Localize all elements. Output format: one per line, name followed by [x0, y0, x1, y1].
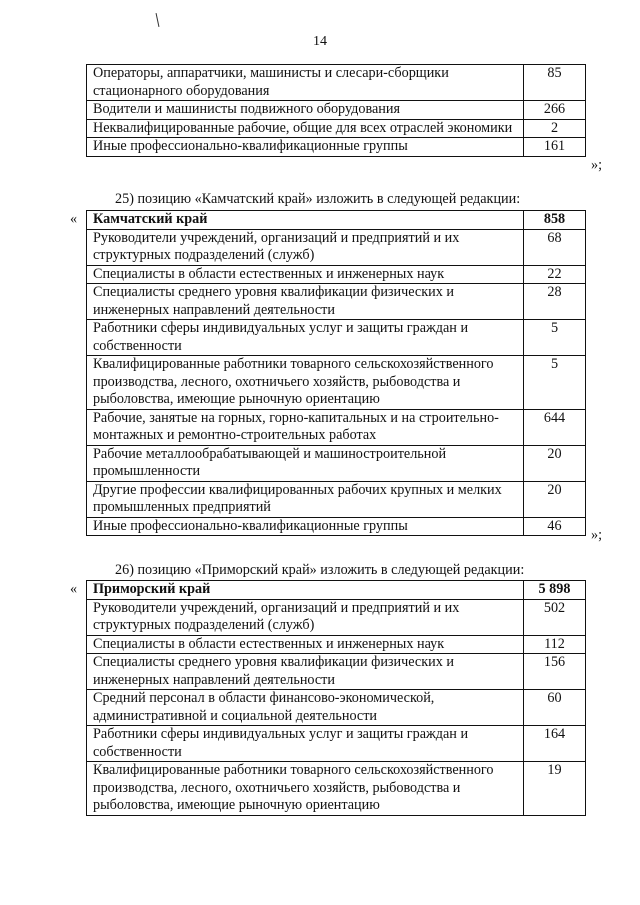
opening-quote: «: [70, 211, 78, 227]
row-name: Работники сферы индивидуальных услуг и защиты граждан и собственности: [87, 726, 524, 762]
page-number: 14: [313, 34, 327, 49]
section-25-instruction: 25) позицию «Камчатский край» изложить в следующей редакции:: [115, 191, 521, 207]
table-row: [87, 101, 586, 120]
row-name: Иные профессионально-квалификационные группы: [87, 138, 524, 157]
row-value: 22: [524, 265, 586, 284]
row-value: 68: [524, 229, 586, 265]
row-name: Иные профессионально-квалификационные группы: [87, 517, 524, 536]
row-name: Неквалифицированные рабочие, общие для всех отраслей экономики: [87, 119, 524, 138]
table-row: [87, 138, 586, 157]
row-name: Другие профессии квалифицированных рабочих крупных и мелких промышленных предприятий: [87, 481, 524, 517]
region-name: Приморский край: [87, 581, 524, 600]
row-value: 46: [524, 517, 586, 536]
table-row: [87, 654, 586, 690]
table-row: [87, 65, 586, 101]
table-row: [87, 762, 586, 816]
row-name: Рабочие, занятые на горных, горно-капитальных и на строительно-монтажных и ремонтно-строительных работах: [87, 409, 524, 445]
row-value: 20: [524, 481, 586, 517]
table-row: [87, 481, 586, 517]
row-value: 502: [524, 599, 586, 635]
table-row: [87, 690, 586, 726]
table-row: [87, 599, 586, 635]
row-name: Руководители учреждений, организаций и предприятий и их структурных подразделений (служб): [87, 229, 524, 265]
row-value: 644: [524, 409, 586, 445]
table-row: [87, 265, 586, 284]
table-row: [87, 635, 586, 654]
closing-quote: »;: [591, 527, 603, 543]
row-value: 19: [524, 762, 586, 816]
row-name: Водители и машинисты подвижного оборудования: [87, 101, 524, 120]
table-row: [87, 445, 586, 481]
row-name: Специалисты в области естественных и инженерных наук: [87, 635, 524, 654]
row-value: 112: [524, 635, 586, 654]
row-value: 5: [524, 320, 586, 356]
opening-quote: «: [70, 581, 78, 597]
row-name: Средний персонал в области финансово-экономической, административной и социальной деятельности: [87, 690, 524, 726]
table-header-row: [87, 211, 586, 230]
table-row: [87, 284, 586, 320]
region-total: 5 898: [524, 581, 586, 600]
row-value: 5: [524, 356, 586, 410]
section-26-instruction: 26) позицию «Приморский край» изложить в следующей редакции:: [115, 562, 525, 578]
row-name: Специалисты среднего уровня квалификации физических и инженерных направлений деятельности: [87, 284, 524, 320]
row-name: Специалисты среднего уровня квалификации физических и инженерных направлений деятельности: [87, 654, 524, 690]
row-value: 161: [524, 138, 586, 157]
region-total: 858: [524, 211, 586, 230]
pen-mark: [156, 13, 160, 27]
row-name: Рабочие металлообрабатывающей и машиностроительной промышленности: [87, 445, 524, 481]
row-value: 20: [524, 445, 586, 481]
table-row: [87, 119, 586, 138]
table-row: [87, 726, 586, 762]
table-primorsky: [86, 580, 586, 816]
row-value: 2: [524, 119, 586, 138]
row-value: 28: [524, 284, 586, 320]
region-name: Камчатский край: [87, 211, 524, 230]
table-row: [87, 356, 586, 410]
table-header-row: [87, 581, 586, 600]
row-name: Специалисты в области естественных и инженерных наук: [87, 265, 524, 284]
table-row: [87, 229, 586, 265]
row-name: Квалифицированные работники товарного сельскохозяйственного производства, лесного, охотничьего хозяйств, рыбоводства и рыболовства, имеющие рыночную ориентацию: [87, 356, 524, 410]
table-row: [87, 517, 586, 536]
table-continued: [86, 64, 586, 157]
table-row: [87, 320, 586, 356]
row-value: 164: [524, 726, 586, 762]
row-name: Руководители учреждений, организаций и предприятий и их структурных подразделений (служб): [87, 599, 524, 635]
row-value: 156: [524, 654, 586, 690]
table-kamchatka: [86, 210, 586, 536]
row-name: Квалифицированные работники товарного сельскохозяйственного производства, лесного, охотничьего хозяйств, рыбоводства и рыболовства, имеющие рыночную ориентацию: [87, 762, 524, 816]
row-value: 60: [524, 690, 586, 726]
row-name: Операторы, аппаратчики, машинисты и слесари-сборщики стационарного оборудования: [87, 65, 524, 101]
table-row: [87, 409, 586, 445]
closing-quote: »;: [591, 157, 603, 173]
row-name: Работники сферы индивидуальных услуг и защиты граждан и собственности: [87, 320, 524, 356]
row-value: 266: [524, 101, 586, 120]
row-value: 85: [524, 65, 586, 101]
